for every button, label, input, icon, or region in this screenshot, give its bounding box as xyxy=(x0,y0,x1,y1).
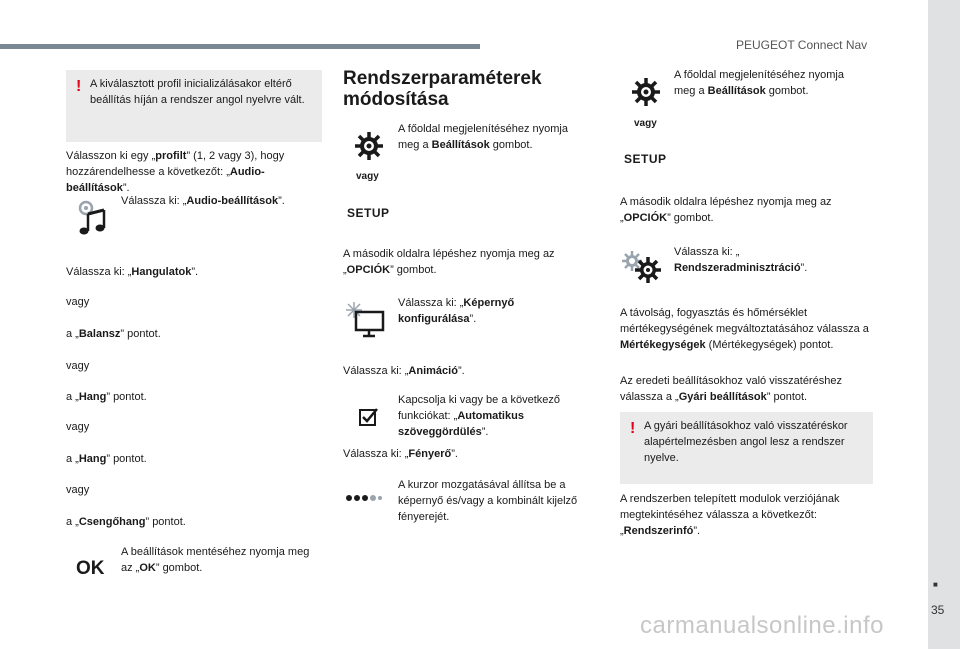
page-number: 35 xyxy=(931,603,945,617)
system-admin-text: Válassza ki: „ Rendszeradminisztráció”. xyxy=(674,246,808,274)
checkbox-icon xyxy=(358,406,380,428)
audio-settings-icon xyxy=(74,198,108,236)
side-strip xyxy=(928,0,960,649)
units-text: A távolság, fogyasztás és hőmérséklet mértékegységének megváltoztatásához válassza a Mértékegységek (Mértékegységek) pontot. xyxy=(620,307,869,351)
system-info-text: A rendszerben telepített modulok verziójának megtekintéséhez válassza a következőt: „Rendszerinfó”. xyxy=(620,493,840,537)
profile-paragraph: Válasszon ki egy „profilt” (1, 2 vagy 3), hogy hozzárendelhesse a következőt: „Audio-beállítások”. xyxy=(66,150,285,194)
system-admin-icon xyxy=(620,249,664,285)
page-marker: ■ xyxy=(933,580,938,589)
ok-button-label: OK xyxy=(76,558,105,579)
animation-text: Válassza ki: „Animáció”. xyxy=(343,365,465,377)
or-text: vagy xyxy=(66,296,90,308)
setup-label: SETUP xyxy=(624,152,667,166)
screen-config-text: Válassza ki: „Képernyő konfigurálása”. xyxy=(398,297,515,325)
ringtone-text: a „Csengőhang” pontot. xyxy=(66,516,186,528)
settings-text: A főoldal megjelenítéséhez nyomja meg a Beállítások gombot. xyxy=(674,69,844,97)
or-text: vagy xyxy=(66,421,90,433)
page-header: PEUGEOT Connect Nav xyxy=(736,38,868,52)
warning-box xyxy=(620,412,873,484)
or-label: vagy xyxy=(634,118,657,129)
warning-icon: ! xyxy=(76,78,82,95)
or-text: vagy xyxy=(66,360,90,372)
gear-icon xyxy=(353,130,385,162)
factory-reset-text: Az eredeti beállításokhoz való visszatéréshez válassza a „Gyári beállítások” pontot. xyxy=(620,375,842,403)
ok-text: A beállítások mentéséhez nyomja meg az „OK” gombot. xyxy=(121,546,310,574)
settings-text: A főoldal megjelenítéséhez nyomja meg a Beállítások gombot. xyxy=(398,123,568,151)
warning-box xyxy=(66,70,322,142)
sound-text: a „Hang” pontot. xyxy=(66,453,147,465)
section-title: Rendszerparaméterek módosítása xyxy=(343,68,542,110)
or-text: vagy xyxy=(66,484,90,496)
watermark: carmanualsonline.info xyxy=(640,612,884,639)
warning-text: A kiválasztott profil inicializálásakor eltérő beállítás híján a rendszer angol nyelvre vált. xyxy=(90,78,305,106)
options-text: A második oldalra lépéshez nyomja meg az „OPCIÓK” gombot. xyxy=(620,196,832,224)
brightness-desc: A kurzor mozgatásával állítsa be a képernyő és/vagy a kombinált kijelző fényerejét. xyxy=(398,479,578,523)
screen-config-icon xyxy=(344,300,386,340)
options-text: A második oldalra lépéshez nyomja meg az „OPCIÓK” gombot. xyxy=(343,248,555,276)
brightness-text: Válassza ki: „Fényerő”. xyxy=(343,448,458,460)
top-rule xyxy=(0,44,480,49)
balance-text: a „Balansz” pontot. xyxy=(66,328,161,340)
gear-icon xyxy=(630,76,662,108)
warning-text: A gyári beállításokhoz való visszatéréskor alapértelmezésben angol lesz a rendszer nyelve. xyxy=(644,420,848,464)
setup-label: SETUP xyxy=(347,206,390,220)
brightness-slider-icon xyxy=(346,493,382,503)
warning-icon: ! xyxy=(630,420,636,437)
audio-settings-text: Válassza ki: „Audio-beállítások”. xyxy=(121,195,285,207)
auto-scroll-text: Kapcsolja ki vagy be a következő funkciókat: „Automatikus szöveggördülés”. xyxy=(398,394,561,438)
moods-text: Válassza ki: „Hangulatok”. xyxy=(66,266,199,278)
sound-text: a „Hang” pontot. xyxy=(66,391,147,403)
or-label: vagy xyxy=(356,171,379,182)
